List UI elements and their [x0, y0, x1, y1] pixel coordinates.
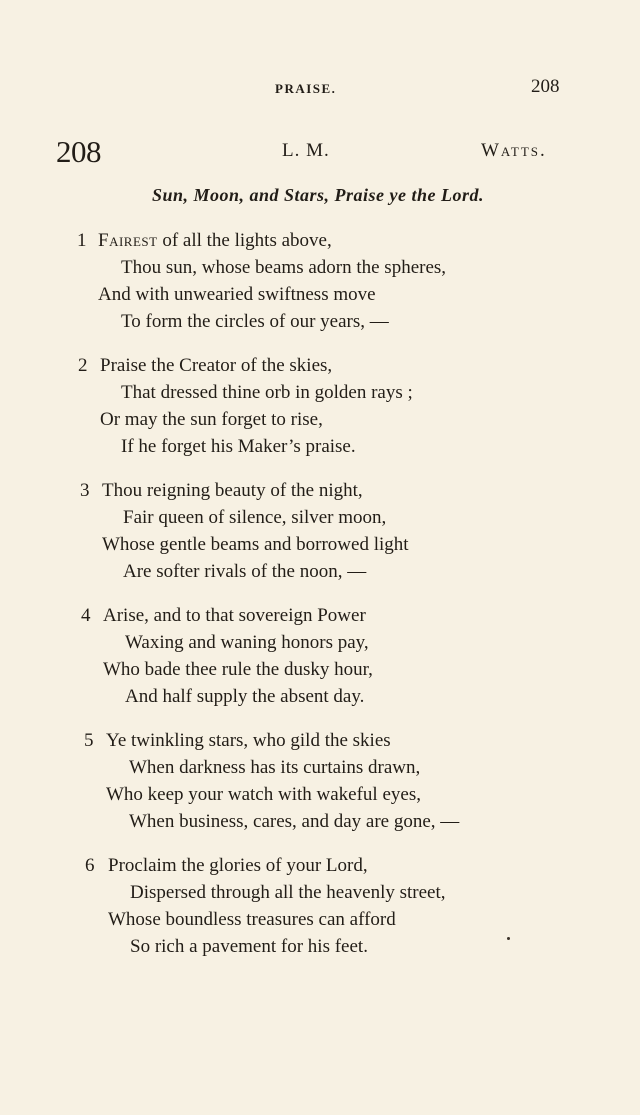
- verse-4: [0, 603, 640, 728]
- hymn-meter: L. M.: [282, 140, 330, 161]
- verse-line-4: And half supply the absent day.: [125, 686, 365, 707]
- verse-line-2: When darkness has its curtains drawn,: [129, 757, 421, 778]
- verse-number: 6: [85, 855, 95, 876]
- verse-line-1: Ye twinkling stars, who gild the skies: [106, 730, 391, 751]
- verse-number: 4: [81, 605, 91, 626]
- hymn-header: [0, 134, 640, 174]
- verse-number: 3: [80, 480, 90, 501]
- verse-line-3: Whose boundless treasures can afford: [108, 909, 396, 930]
- verse-line-2: That dressed thine orb in golden rays ;: [121, 382, 413, 403]
- page-number: 208: [531, 76, 560, 97]
- verse-1: [0, 228, 640, 353]
- verse-line-4: When business, cares, and day are gone, —: [129, 811, 460, 832]
- verse-line-1: [98, 228, 332, 254]
- hymn-number: 208: [56, 134, 101, 169]
- verse-line-1: Praise the Creator of the skies,: [100, 355, 333, 376]
- ink-speck: [507, 937, 510, 940]
- verse-5: [0, 728, 640, 853]
- section-title: PRAISE.: [275, 81, 337, 96]
- hymn-author: Watts.: [481, 140, 547, 161]
- verse-line-3: Who bade thee rule the dusky hour,: [103, 659, 373, 680]
- verse-line-2: Thou sun, whose beams adorn the spheres,: [121, 257, 447, 278]
- verse-3: [0, 478, 640, 603]
- verse-first-word: Fairest: [98, 230, 158, 251]
- hymn-verses: [0, 228, 640, 978]
- verse-line-3: And with unwearied swiftness move: [98, 284, 376, 305]
- verse-line-2: Fair queen of silence, silver moon,: [123, 507, 387, 528]
- verse-line-3: Who keep your watch with wakeful eyes,: [106, 784, 421, 805]
- verse-number: 1: [77, 230, 87, 251]
- verse-6: [0, 853, 640, 978]
- verse-line-1: Arise, and to that sovereign Power: [103, 605, 366, 626]
- running-head: [0, 78, 640, 102]
- verse-line-3: Or may the sun forget to rise,: [100, 409, 323, 430]
- hymn-subtitle: Sun, Moon, and Stars, Praise ye the Lord.: [151, 185, 485, 205]
- verse-line-4: If he forget his Maker’s praise.: [121, 436, 356, 457]
- verse-2: [0, 353, 640, 478]
- verse-line-2: Waxing and waning honors pay,: [125, 632, 369, 653]
- verse-line-4: To form the circles of our years, —: [121, 311, 389, 332]
- verse-line-4: So rich a pavement for his feet.: [130, 936, 368, 957]
- verse-line-1-rest: of all the lights above,: [157, 230, 332, 251]
- verse-line-4: Are softer rivals of the noon, —: [123, 561, 367, 582]
- verse-line-3: Whose gentle beams and borrowed light: [102, 534, 409, 555]
- verse-line-2: Dispersed through all the heavenly street,: [130, 882, 446, 903]
- verse-line-1: Thou reigning beauty of the night,: [102, 480, 363, 501]
- verse-number: 2: [78, 355, 88, 376]
- verse-number: 5: [84, 730, 94, 751]
- verse-line-1: Proclaim the glories of your Lord,: [108, 855, 368, 876]
